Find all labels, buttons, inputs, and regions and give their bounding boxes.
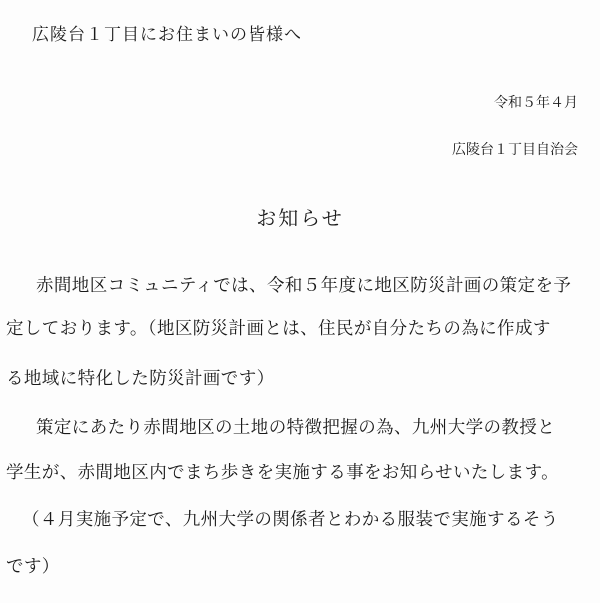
body-line-1: 赤間地区コミュニティでは、令和５年度に地区防災計画の策定を予 bbox=[36, 276, 572, 296]
date-line: 令和５年４月 bbox=[494, 95, 578, 111]
body-line-6: （４月実施予定で、九州大学の関係者とわかる服装で実施するそう bbox=[22, 510, 559, 530]
addressee-line: 広陵台１丁目にお住まいの皆様へ bbox=[32, 25, 302, 45]
body-line-5: 学生が、赤間地区内でまち歩きを実施する事をお知らせいたします。 bbox=[6, 463, 559, 483]
body-line-2: 定しております。（地区防災計画とは、住民が自分たちの為に作成す bbox=[6, 319, 551, 339]
body-line-7: です） bbox=[6, 557, 60, 577]
sender-line: 広陵台１丁目自治会 bbox=[452, 142, 578, 158]
notice-title: お知らせ bbox=[256, 206, 344, 230]
body-line-3: る地域に特化した防災計画です） bbox=[6, 369, 275, 389]
body-line-4: 策定にあたり赤間地区の土地の特徴把握の為、九州大学の教授と bbox=[36, 418, 556, 438]
